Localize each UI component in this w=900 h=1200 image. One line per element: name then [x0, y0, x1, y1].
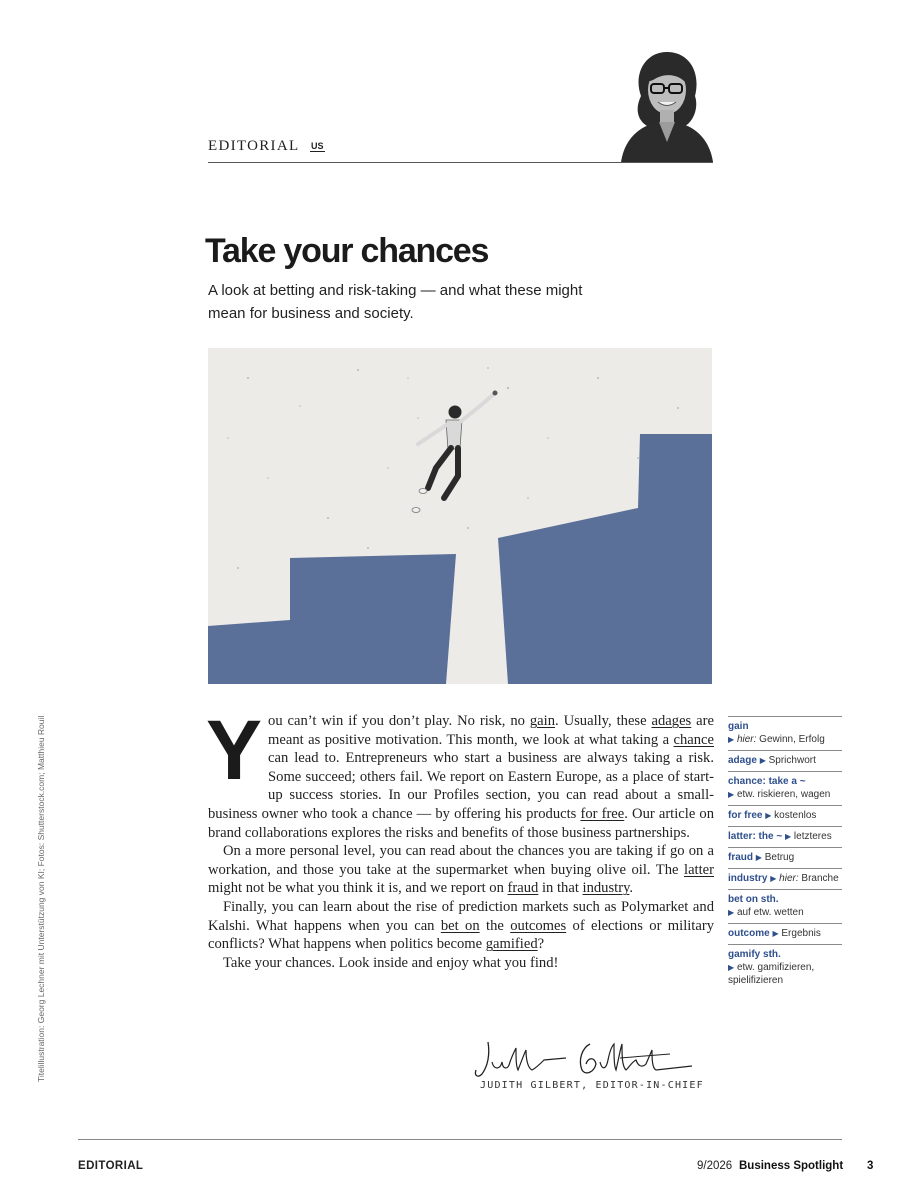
glossary-entry: [728, 889, 842, 923]
glossary-term: fraud: [728, 852, 753, 863]
paragraph-4: [208, 954, 714, 973]
glossary-hint: hier:: [736, 734, 757, 745]
signer-name: JUDITH GILBERT, EDITOR-IN-CHIEF: [480, 1080, 704, 1091]
text-run: ou can’t win if you don’t play. No risk, no: [268, 713, 530, 729]
text-run: are meant as positive motivation. This month, we look at what taking a: [268, 713, 714, 748]
footer-rule: [78, 1139, 842, 1140]
glossary-definition: Sprichwort: [768, 755, 816, 766]
glossary-term: bet on sth.: [728, 894, 779, 905]
glossary-definition: auf etw. wetten: [736, 907, 804, 918]
arrow-right-icon: ▶: [728, 908, 735, 917]
arrow-right-icon: ▶: [755, 853, 762, 862]
text-run: On a more personal level, you can read about the chances you are taking if go on a workation, and those you take at the supermarket when buying olive oil. The: [208, 843, 714, 878]
glossary-word: fraud: [507, 880, 539, 897]
glossary-definition: etw. riskieren, wagen: [736, 789, 831, 800]
footer-brand: Business Spotlight: [739, 1160, 844, 1172]
arrow-right-icon: ▶: [765, 811, 772, 820]
paragraph-1: [206, 703, 714, 842]
glossary-word: latter: [684, 861, 714, 878]
editorial-body: [206, 703, 714, 972]
glossary-definition: Ergebnis: [781, 928, 821, 939]
headline: Take your chances: [205, 232, 489, 270]
photo-credit: Titelillustration: Georg Lechner mit Unterstützung von KI; Fotos: Shutterstock.com; Matthieu Rouil: [36, 715, 46, 1082]
glossary-term: gain: [728, 721, 749, 732]
text-run: . Our article on brand collaborations explores the risks and benefits of those business partnerships.: [208, 805, 714, 841]
arrow-right-icon: ▶: [728, 735, 735, 744]
glossary-definition: Betrug: [764, 852, 795, 863]
text-run: the: [479, 917, 511, 934]
text-run: might not be what you think it is, and we report on: [208, 880, 508, 897]
drop-cap: Y: [206, 703, 263, 797]
glossary-entry: [728, 868, 842, 889]
glossary-word: bet on: [440, 917, 480, 934]
text-run: of elections or military conflicts? What happens when politics become: [208, 917, 714, 953]
glossary-definition: Gewinn, Erfolg: [759, 734, 825, 745]
glossary-entry: [728, 944, 842, 991]
text-run: can lead to. Entrepreneurs who start a business are always taking a risk. Some succeed; others fail. We report on Eastern Europe, as a place of start-up success stories. In our Profiles section, you can read about a small-business owner who took a chance — by offering his products: [208, 750, 714, 822]
glossary-word: gamified: [485, 936, 538, 953]
text-run: Take your chances. Look inside and enjoy what you find!: [223, 954, 559, 971]
arrow-right-icon: ▶: [784, 832, 792, 841]
paragraph-3: [208, 898, 714, 954]
text-run: in that: [538, 880, 583, 897]
glossary-entry: [728, 847, 842, 868]
glossary-word: chance: [673, 731, 714, 748]
glossary-entry: [728, 716, 842, 750]
glossary-word: adages: [651, 713, 692, 729]
section-label: EDITORIAL: [208, 138, 300, 154]
glossary-entry: [728, 805, 842, 826]
page-number: 3: [867, 1160, 874, 1172]
glossary-entry: [728, 826, 842, 847]
text-run: ?: [537, 936, 545, 953]
arrow-right-icon: ▶: [728, 963, 735, 972]
arrow-right-icon: ▶: [728, 790, 735, 799]
header-rule: [208, 162, 713, 163]
arrow-right-icon: ▶: [770, 874, 777, 883]
glossary-word: outcomes: [510, 917, 567, 934]
arrow-right-icon: ▶: [759, 756, 766, 765]
glossary-term: chance: take a ~: [728, 776, 806, 787]
paragraph-2: [208, 842, 714, 898]
hero-illustration: [208, 348, 712, 684]
glossary-entry: [728, 771, 842, 805]
glossary-hint: hier:: [779, 873, 799, 884]
arrow-right-icon: ▶: [772, 929, 779, 938]
text-run: . Usually, these: [555, 713, 652, 729]
glossary-entry: [728, 750, 842, 771]
glossary-term: industry: [728, 873, 768, 884]
glossary-term: for free: [728, 810, 763, 821]
glossary-word: gain: [529, 713, 555, 729]
glossary-word: for free: [580, 805, 625, 822]
glossary-definition: Branche: [801, 873, 839, 884]
text-run: Finally, you can learn about the rise of prediction markets such as Polymarket and Kalshi. What happens when you can: [208, 898, 714, 934]
glossary-entry: [728, 923, 842, 944]
editor-portrait: [615, 46, 715, 162]
glossary-term: outcome: [728, 928, 770, 939]
glossary-term: gamify sth.: [728, 949, 781, 960]
footer-section-label: EDITORIAL: [78, 1160, 144, 1172]
text-run: .: [629, 880, 634, 897]
footer-issue: 9/2026: [697, 1160, 733, 1172]
glossary-term: latter: the ~: [728, 831, 783, 842]
glossary-term: adage: [728, 755, 757, 766]
deck: A look at betting and risk-taking — and what these might mean for business and society.: [208, 282, 583, 322]
glossary-sidebar: [728, 716, 842, 991]
glossary-definition: kostenlos: [774, 810, 817, 821]
glossary-definition: letzteres: [793, 831, 832, 842]
handwritten-signature: [470, 1036, 700, 1080]
glossary-word: industry: [582, 880, 630, 897]
glossary-definition: etw. gamifizieren, spielifizieren: [728, 962, 815, 986]
region-badge: US: [311, 141, 324, 151]
